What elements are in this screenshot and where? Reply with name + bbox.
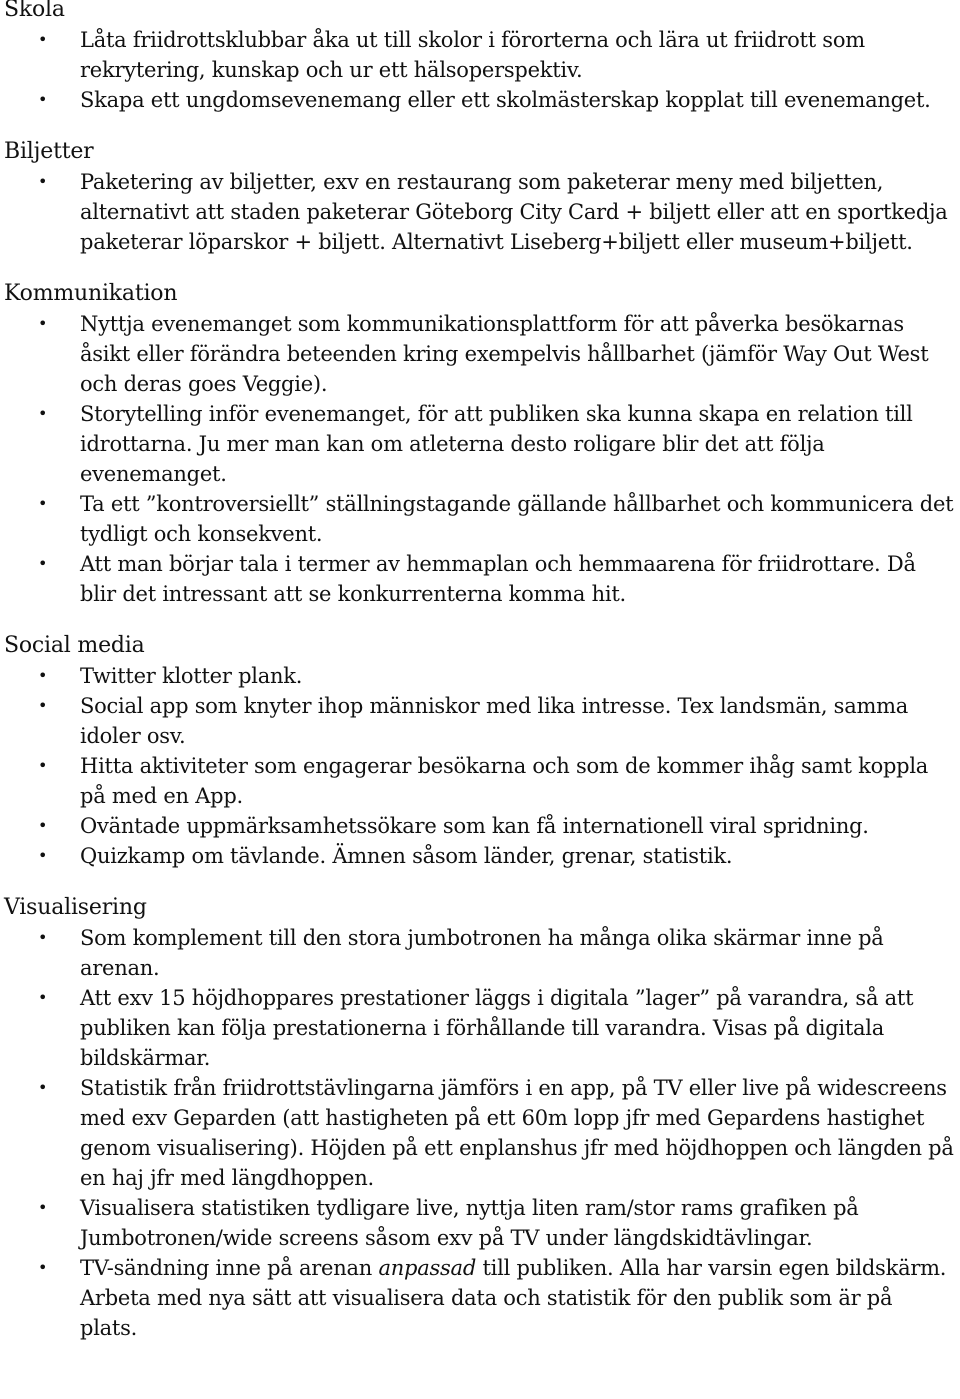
list-item-text-before: TV-sändning inne på arenan bbox=[80, 1256, 379, 1280]
section-skola bbox=[4, 0, 954, 115]
list-item-text: Statistik från friidrottstävlingarna jämförs i en app, på TV eller live på widescreens med exv Geparden (att hastigheten på ett 60m lopp jfr med Gepardens hastighet genom visualisering). Höjden på ett enplanshus jfr med höjdhoppen och längden på en haj jfr med längdhoppen. bbox=[80, 1076, 954, 1190]
section-heading: Kommunikation bbox=[4, 281, 178, 306]
list-item-text bbox=[80, 1256, 946, 1340]
bullet-icon: • bbox=[38, 928, 48, 947]
bullet-icon: • bbox=[38, 1258, 48, 1277]
list-item bbox=[4, 489, 954, 549]
list-item-text: Att exv 15 höjdhoppares prestationer läggs i digitala ”lager” på varandra, så att publiken kan följa prestationerna i förhållande till varandra. Visas på digitala bildskärmar. bbox=[80, 986, 914, 1070]
list-item-text: Social app som knyter ihop människor med lika intresse. Tex landsmän, samma idoler osv. bbox=[80, 694, 909, 748]
list-item-text: Twitter klotter plank. bbox=[80, 664, 303, 688]
section-kommunikation bbox=[4, 279, 954, 609]
document-body bbox=[4, 0, 954, 1343]
section-heading: Skola bbox=[4, 0, 65, 22]
list-item-text: Låta friidrottsklubbar åka ut till skolor i förorterna och lära ut friidrott som rekrytering, kunskap och ur ett hälsoperspektiv. bbox=[80, 28, 865, 82]
list-item bbox=[4, 167, 954, 257]
bullet-icon: • bbox=[38, 494, 48, 513]
section-heading: Social media bbox=[4, 633, 145, 658]
bullet-icon: • bbox=[38, 30, 48, 49]
bullet-icon: • bbox=[38, 666, 48, 685]
list-item bbox=[4, 983, 954, 1073]
list-item-text: Nyttja evenemanget som kommunikationsplattform för att påverka besökarnas åsikt eller förändra beteenden kring exempelvis hållbarhet (jämför Way Out West och deras goes Veggie). bbox=[80, 312, 929, 396]
bullet-icon: • bbox=[38, 172, 48, 191]
bullet-icon: • bbox=[38, 756, 48, 775]
list-item-text: Paketering av biljetter, exv en restaurang som paketerar meny med biljetten, alternativt att staden paketerar Göteborg City Card + biljett eller att en sportkedja paketerar löparskor + biljett. Alternativt Liseberg+biljett eller museum+biljett. bbox=[80, 170, 948, 254]
bullet-icon: • bbox=[38, 1198, 48, 1217]
list-item-text: Skapa ett ungdomsevenemang eller ett skolmästerskap kopplat till evenemanget. bbox=[80, 88, 931, 112]
list-item bbox=[4, 661, 954, 691]
bullet-list bbox=[4, 309, 954, 609]
list-item bbox=[4, 309, 954, 399]
list-item-text: Som komplement till den stora jumbotronen ha många olika skärmar inne på arenan. bbox=[80, 926, 884, 980]
section-heading: Visualisering bbox=[4, 895, 147, 920]
list-item bbox=[4, 841, 954, 871]
bullet-icon: • bbox=[38, 988, 48, 1007]
bullet-icon: • bbox=[38, 554, 48, 573]
emphasis-text: anpassad bbox=[378, 1256, 477, 1280]
list-item bbox=[4, 1073, 954, 1193]
list-item-text: Oväntade uppmärksamhetssökare som kan få internationell viral spridning. bbox=[80, 814, 869, 838]
bullet-list bbox=[4, 25, 954, 115]
list-item bbox=[4, 923, 954, 983]
bullet-icon: • bbox=[38, 90, 48, 109]
list-item bbox=[4, 1193, 954, 1253]
bullet-icon: • bbox=[38, 314, 48, 333]
list-item-text: Storytelling inför evenemanget, för att publiken ska kunna skapa en relation till idrottarna. Ju mer man kan om atleterna desto roligare blir det att följa evenemanget. bbox=[80, 402, 913, 486]
bullet-icon: • bbox=[38, 816, 48, 835]
bullet-list bbox=[4, 167, 954, 257]
list-item bbox=[4, 25, 954, 85]
list-item-text: Visualisera statistiken tydligare live, nyttja liten ram/stor rams grafiken på Jumbotronen/wide screens såsom exv på TV under längdskidtävlingar. bbox=[80, 1196, 859, 1250]
bullet-icon: • bbox=[38, 404, 48, 423]
list-item-text: Ta ett ”kontroversiellt” ställningstagande gällande hållbarhet och kommunicera det tydligt och konsekvent. bbox=[80, 492, 954, 546]
list-item bbox=[4, 1253, 954, 1343]
list-item bbox=[4, 549, 954, 609]
list-item bbox=[4, 811, 954, 841]
list-item-text-after: till publiken. Alla har varsin egen bildskärm. Arbeta med nya sätt att visualisera data och statistik för den publik som är på plats. bbox=[80, 1256, 947, 1340]
bullet-icon: • bbox=[38, 1078, 48, 1097]
bullet-icon: • bbox=[38, 846, 48, 865]
list-item bbox=[4, 399, 954, 489]
bullet-icon: • bbox=[38, 696, 48, 715]
section-social-media bbox=[4, 631, 954, 871]
list-item bbox=[4, 751, 954, 811]
section-heading: Biljetter bbox=[4, 139, 94, 164]
list-item-text: Att man börjar tala i termer av hemmaplan och hemmaarena för friidrottare. Då blir det intressant att se konkurrenterna komma hit. bbox=[80, 552, 916, 606]
section-biljetter bbox=[4, 137, 954, 257]
list-item-text: Quizkamp om tävlande. Ämnen såsom länder, grenar, statistik. bbox=[80, 844, 733, 868]
list-item bbox=[4, 691, 954, 751]
section-visualisering bbox=[4, 893, 954, 1343]
list-item-text: Hitta aktiviteter som engagerar besökarna och som de kommer ihåg samt koppla på med en App. bbox=[80, 754, 929, 808]
bullet-list bbox=[4, 923, 954, 1343]
bullet-list bbox=[4, 661, 954, 871]
list-item bbox=[4, 85, 954, 115]
